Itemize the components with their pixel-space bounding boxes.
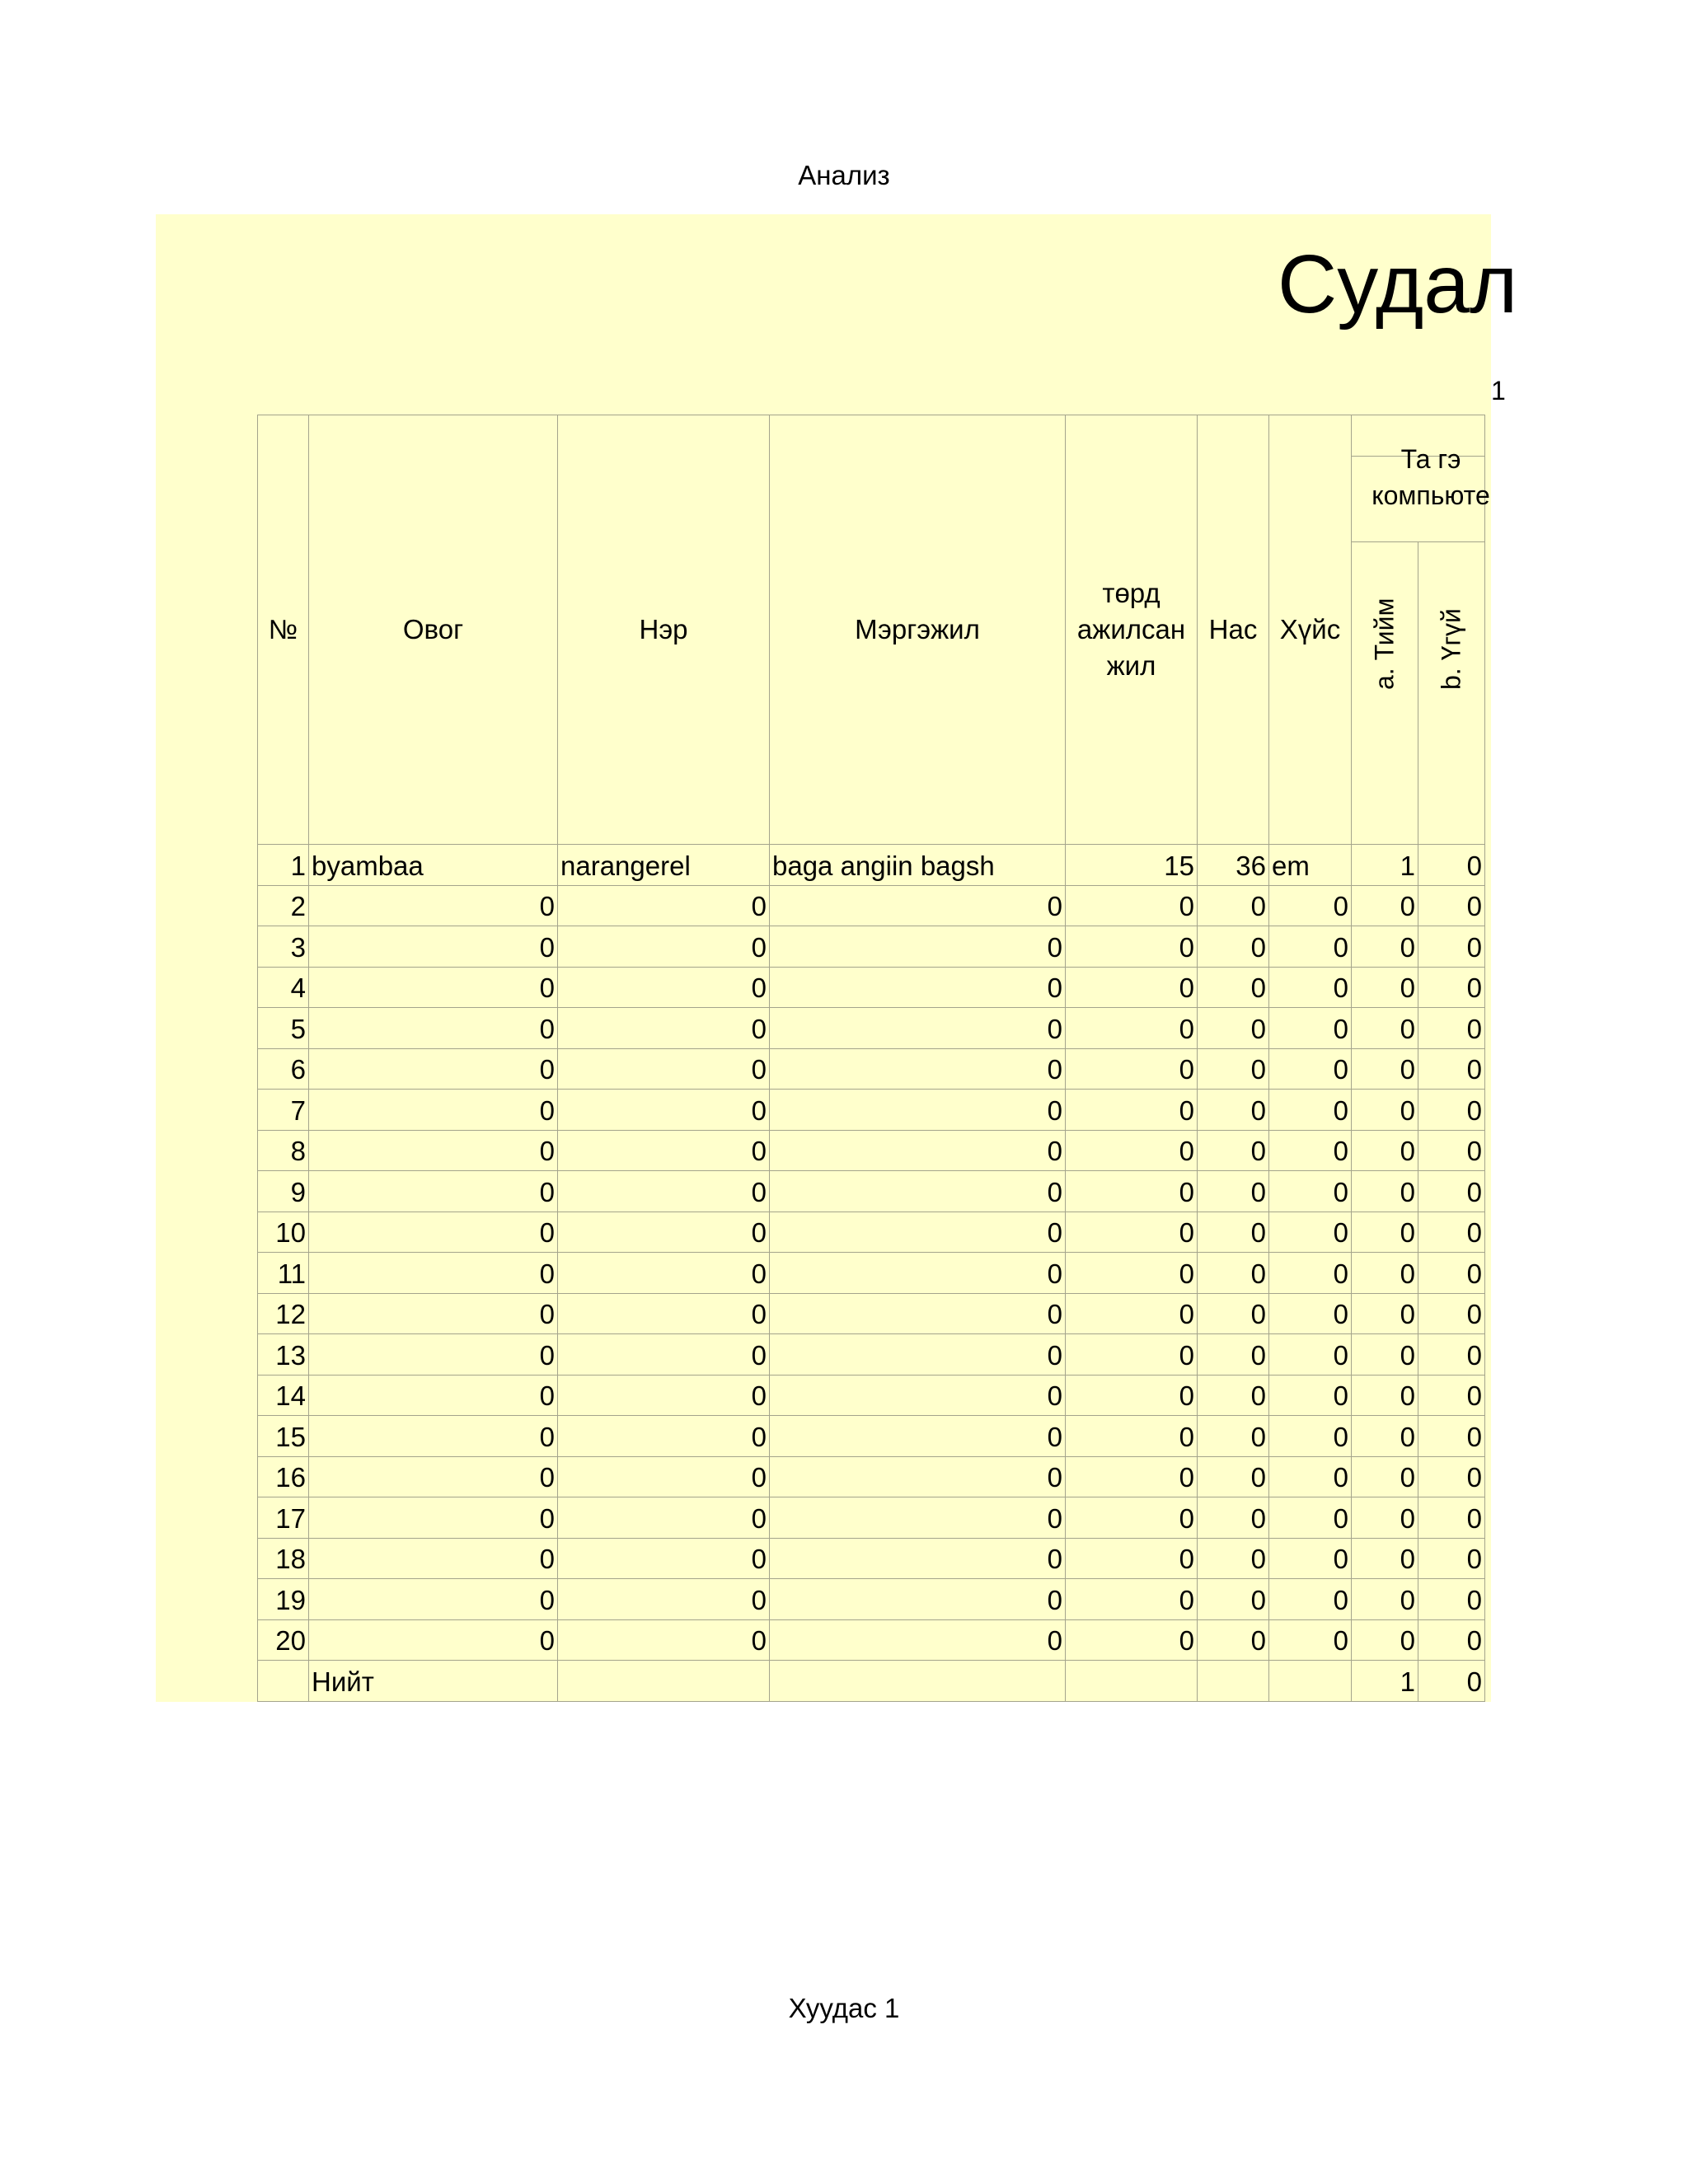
data-table	[257, 415, 1485, 1702]
table-cell[interactable]: 0	[558, 967, 770, 1008]
table-cell[interactable]: 0	[1269, 1619, 1352, 1661]
table-cell[interactable]: 0	[770, 1008, 1066, 1049]
table-cell[interactable]: 0	[309, 1048, 558, 1090]
table-cell[interactable]: 0	[770, 885, 1066, 926]
table-cell[interactable]: 9	[258, 1171, 309, 1212]
table-cell[interactable]: 0	[309, 1130, 558, 1171]
table-cell[interactable]: 0	[309, 1456, 558, 1497]
table-cell[interactable]: 0	[558, 1130, 770, 1171]
table-cell[interactable]: 0	[1269, 1171, 1352, 1212]
table-cell[interactable]: 8	[258, 1130, 309, 1171]
table-row	[258, 1171, 1485, 1212]
table-cell[interactable]: 0	[1269, 1212, 1352, 1253]
table-cell[interactable]: 17	[258, 1497, 309, 1539]
table-cell[interactable]: baga angiin bagsh	[770, 845, 1066, 886]
table-cell[interactable]: 0	[558, 1212, 770, 1253]
table-row	[258, 1253, 1485, 1294]
table-cell[interactable]: 0	[309, 1375, 558, 1416]
table-cell[interactable]	[258, 1661, 309, 1702]
table-row	[258, 1619, 1485, 1661]
table-cell[interactable]: 0	[1066, 1171, 1198, 1212]
table-cell[interactable]	[1269, 1661, 1352, 1702]
table-cell[interactable]: 0	[309, 1293, 558, 1334]
table-cell[interactable]: 0	[1418, 1090, 1485, 1131]
table-cell[interactable]: 0	[1269, 1538, 1352, 1579]
question-group-number: 1	[1491, 376, 1506, 405]
table-cell[interactable]: 0	[770, 1253, 1066, 1294]
table-cell[interactable]: 0	[1352, 1048, 1418, 1090]
table-cell[interactable]: 0	[1352, 1456, 1418, 1497]
table-cell[interactable]: 5	[258, 1008, 309, 1049]
table-cell[interactable]: 0	[1352, 1130, 1418, 1171]
table-cell[interactable]: 0	[1352, 1334, 1418, 1376]
table-cell[interactable]: 0	[1418, 1212, 1485, 1253]
table-cell[interactable]: 0	[1066, 1130, 1198, 1171]
table-cell[interactable]: 3	[258, 926, 309, 968]
sheet-title: Судал	[1278, 238, 1518, 330]
table-cell[interactable]: 0	[1352, 1416, 1418, 1457]
col-header-age: Нас	[1198, 415, 1269, 845]
table-cell[interactable]: 0	[1269, 1253, 1352, 1294]
col-header-name: Нэр	[558, 415, 770, 845]
table-cell[interactable]: 0	[558, 885, 770, 926]
table-cell[interactable]: 6	[258, 1048, 309, 1090]
table-cell[interactable]: 0	[770, 1212, 1066, 1253]
table-cell[interactable]: 0	[558, 1008, 770, 1049]
table-cell[interactable]: 0	[1066, 1090, 1198, 1131]
table-cell[interactable]: 0	[1418, 1416, 1485, 1457]
table-cell[interactable]: 0	[1418, 1375, 1485, 1416]
col-header-years-worked: төрд ажилсан жил	[1066, 415, 1198, 845]
table-cell[interactable]: 36	[1198, 845, 1269, 886]
table-row	[258, 926, 1485, 968]
table-cell[interactable]: 0	[1418, 1048, 1485, 1090]
table-cell[interactable]: 0	[1198, 1212, 1269, 1253]
table-cell[interactable]: 14	[258, 1375, 309, 1416]
table-cell[interactable]: 0	[1418, 1334, 1485, 1376]
table-cell[interactable]: 0	[1418, 845, 1485, 886]
table-cell[interactable]: 0	[1066, 926, 1198, 968]
table-cell[interactable]: 0	[558, 1048, 770, 1090]
table-cell[interactable]: 0	[558, 1090, 770, 1131]
table-cell[interactable]: 0	[1066, 1293, 1198, 1334]
table-cell[interactable]: 0	[1418, 926, 1485, 968]
table-cell[interactable]: 2	[258, 885, 309, 926]
table-cell[interactable]: 0	[1198, 1579, 1269, 1620]
table-row	[258, 1538, 1485, 1579]
table-cell[interactable]: 16	[258, 1456, 309, 1497]
total-value[interactable]: 1	[1352, 1661, 1418, 1702]
table-cell[interactable]: 12	[258, 1293, 309, 1334]
table-cell[interactable]: em	[1269, 845, 1352, 886]
table-cell[interactable]: 0	[1198, 1293, 1269, 1334]
table-cell[interactable]: 0	[1066, 967, 1198, 1008]
table-cell[interactable]: 0	[1352, 1212, 1418, 1253]
table-cell[interactable]: 0	[770, 1090, 1066, 1131]
table-cell[interactable]: 0	[1352, 1008, 1418, 1049]
table-cell[interactable]: 0	[1066, 1334, 1198, 1376]
table-row	[258, 1212, 1485, 1253]
option-label-a: a. Тийм	[1369, 598, 1400, 690]
table-row	[258, 1008, 1485, 1049]
option-header-a	[1352, 542, 1418, 845]
table-cell[interactable]: 0	[1198, 1416, 1269, 1457]
table-row	[258, 1416, 1485, 1457]
table-cell[interactable]: 11	[258, 1253, 309, 1294]
table-cell[interactable]: 0	[1198, 1090, 1269, 1131]
table-cell[interactable]	[1198, 1661, 1269, 1702]
table-row	[258, 1130, 1485, 1171]
table-cell[interactable]: narangerel	[558, 845, 770, 886]
table-cell[interactable]: 0	[1198, 967, 1269, 1008]
table-cell[interactable]: 0	[1352, 967, 1418, 1008]
table-cell[interactable]: 0	[1066, 885, 1198, 926]
table-cell[interactable]: 0	[558, 1579, 770, 1620]
table-cell[interactable]: 0	[309, 1253, 558, 1294]
table-cell[interactable]: 0	[1198, 1253, 1269, 1294]
table-cell[interactable]: 0	[1198, 1048, 1269, 1090]
table-cell[interactable]: 15	[258, 1416, 309, 1457]
table-cell[interactable]: 0	[558, 1416, 770, 1457]
table-cell[interactable]: byambaa	[309, 845, 558, 886]
table-cell[interactable]: 0	[1418, 1497, 1485, 1539]
table-row	[258, 1375, 1485, 1416]
table-cell[interactable]: 0	[1269, 926, 1352, 968]
col-header-gender: Хүйс	[1269, 415, 1352, 845]
table-cell[interactable]: 0	[1418, 1538, 1485, 1579]
table-cell[interactable]: 0	[309, 926, 558, 968]
table-cell[interactable]: 0	[558, 1253, 770, 1294]
table-cell[interactable]: 0	[1066, 1008, 1198, 1049]
table-row	[258, 1090, 1485, 1131]
total-label[interactable]: Нийт	[309, 1661, 558, 1702]
table-cell[interactable]: 0	[1418, 1619, 1485, 1661]
table-cell[interactable]: 0	[309, 967, 558, 1008]
table-cell[interactable]: 0	[1269, 1130, 1352, 1171]
table-cell[interactable]: 0	[558, 1619, 770, 1661]
table-cell[interactable]: 0	[1269, 967, 1352, 1008]
table-row	[258, 1579, 1485, 1620]
table-cell[interactable]: 0	[1418, 1293, 1485, 1334]
table-cell[interactable]: 4	[258, 967, 309, 1008]
table-cell[interactable]: 0	[1269, 1456, 1352, 1497]
option-header-b	[1418, 542, 1485, 845]
table-cell[interactable]: 0	[1269, 1375, 1352, 1416]
table-cell[interactable]: 0	[1352, 1171, 1418, 1212]
table-cell[interactable]: 0	[1352, 1579, 1418, 1620]
table-cell[interactable]: 0	[770, 1497, 1066, 1539]
table-cell[interactable]: 19	[258, 1579, 309, 1620]
table-cell[interactable]: 0	[309, 1090, 558, 1131]
table-cell[interactable]: 0	[558, 1334, 770, 1376]
table-cell[interactable]: 0	[770, 1416, 1066, 1457]
table-cell[interactable]: 0	[558, 1171, 770, 1212]
total-row	[258, 1661, 1485, 1702]
table-cell[interactable]: 0	[1269, 1497, 1352, 1539]
table-cell[interactable]: 0	[558, 1456, 770, 1497]
table-cell[interactable]: 0	[1352, 1253, 1418, 1294]
table-cell[interactable]: 0	[1269, 885, 1352, 926]
table-cell[interactable]: 0	[1418, 1579, 1485, 1620]
table-cell[interactable]: 0	[1198, 926, 1269, 968]
table-cell[interactable]: 0	[1269, 1048, 1352, 1090]
table-cell[interactable]: 0	[1269, 1579, 1352, 1620]
table-row	[258, 1497, 1485, 1539]
table-cell[interactable]: 0	[1198, 1456, 1269, 1497]
total-value[interactable]: 0	[1418, 1661, 1485, 1702]
page-header: Анализ	[798, 160, 890, 190]
table-cell[interactable]: 0	[1198, 1375, 1269, 1416]
table-cell[interactable]: 0	[770, 1293, 1066, 1334]
table-cell[interactable]: 0	[1418, 967, 1485, 1008]
table-cell[interactable]: 0	[1418, 1130, 1485, 1171]
table-cell[interactable]: 0	[558, 1293, 770, 1334]
table-row	[258, 1334, 1485, 1376]
table-cell[interactable]: 0	[1269, 1008, 1352, 1049]
table-row	[258, 967, 1485, 1008]
table-cell[interactable]: 0	[1198, 1334, 1269, 1376]
table-cell[interactable]: 15	[1066, 845, 1198, 886]
table-cell[interactable]: 7	[258, 1090, 309, 1131]
table-cell[interactable]: 1	[1352, 845, 1418, 886]
table-cell[interactable]: 0	[1352, 1619, 1418, 1661]
col-header-surname: Овог	[309, 415, 558, 845]
table-cell[interactable]: 0	[1066, 1456, 1198, 1497]
table-cell[interactable]: 0	[309, 1008, 558, 1049]
table-cell[interactable]: 0	[1352, 1497, 1418, 1539]
table-cell[interactable]: 0	[1198, 1171, 1269, 1212]
table-cell[interactable]: 0	[770, 967, 1066, 1008]
table-cell[interactable]: 0	[1198, 1130, 1269, 1171]
table-cell[interactable]: 0	[1418, 1456, 1485, 1497]
table-cell[interactable]: 0	[1198, 1008, 1269, 1049]
table-cell[interactable]: 0	[1066, 1375, 1198, 1416]
table-cell[interactable]: 0	[770, 1619, 1066, 1661]
table-cell[interactable]: 0	[1066, 1416, 1198, 1457]
option-label-b: b. Үгүй	[1436, 608, 1466, 690]
table-cell[interactable]: 10	[258, 1212, 309, 1253]
table-cell[interactable]	[558, 1661, 770, 1702]
table-cell[interactable]: 0	[309, 1212, 558, 1253]
table-cell[interactable]: 0	[309, 1497, 558, 1539]
table-cell[interactable]: 0	[309, 1334, 558, 1376]
table-cell[interactable]: 0	[309, 1538, 558, 1579]
table-cell[interactable]: 0	[1352, 1375, 1418, 1416]
table-cell[interactable]: 1	[258, 845, 309, 886]
table-cell[interactable]: 0	[1066, 1579, 1198, 1620]
table-cell[interactable]: 0	[1198, 1538, 1269, 1579]
table-cell[interactable]: 0	[1418, 1253, 1485, 1294]
table-cell[interactable]: 0	[1269, 1293, 1352, 1334]
table-cell[interactable]: 0	[1352, 926, 1418, 968]
table-cell[interactable]: 18	[258, 1538, 309, 1579]
table-cell[interactable]: 0	[558, 926, 770, 968]
table-cell[interactable]: 0	[1418, 1171, 1485, 1212]
question-text-content: Та гэ компьюте	[1372, 444, 1490, 510]
table-cell[interactable]: 20	[258, 1619, 309, 1661]
table-cell[interactable]: 0	[558, 1375, 770, 1416]
page-footer: Хуудас 1	[788, 1993, 900, 2023]
table-cell[interactable]: 0	[1352, 1090, 1418, 1131]
table-cell[interactable]: 0	[309, 1619, 558, 1661]
table-cell[interactable]: 0	[558, 1538, 770, 1579]
table-cell[interactable]: 0	[770, 1130, 1066, 1171]
spreadsheet-area	[156, 214, 1518, 1702]
table-cell[interactable]: 13	[258, 1334, 309, 1376]
table-cell[interactable]: 0	[1418, 885, 1485, 926]
table-cell[interactable]: 0	[309, 1171, 558, 1212]
table-cell[interactable]: 0	[1198, 1619, 1269, 1661]
table-cell[interactable]: 0	[1198, 885, 1269, 926]
table-cell[interactable]: 0	[770, 1334, 1066, 1376]
table-cell[interactable]: 0	[770, 1456, 1066, 1497]
table-cell[interactable]: 0	[1269, 1090, 1352, 1131]
table-cell[interactable]: 0	[1066, 1253, 1198, 1294]
table-cell[interactable]: 0	[1066, 1497, 1198, 1539]
table-cell[interactable]: 0	[1269, 1334, 1352, 1376]
table-cell[interactable]	[770, 1661, 1066, 1702]
table-cell[interactable]: 0	[770, 926, 1066, 968]
table-cell[interactable]: 0	[1066, 1619, 1198, 1661]
table-row	[258, 885, 1485, 926]
table-cell[interactable]: 0	[1352, 1293, 1418, 1334]
table-cell[interactable]: 0	[770, 1579, 1066, 1620]
question-text	[1369, 441, 1493, 513]
table-cell[interactable]: 0	[1418, 1008, 1485, 1049]
table-cell[interactable]: 0	[558, 1497, 770, 1539]
table-cell[interactable]: 0	[309, 1579, 558, 1620]
table-cell[interactable]	[1066, 1661, 1198, 1702]
table-row	[258, 1048, 1485, 1090]
table-row	[258, 845, 1485, 886]
table-cell[interactable]: 0	[1269, 1416, 1352, 1457]
table-row	[258, 1293, 1485, 1334]
table-cell[interactable]: 0	[770, 1538, 1066, 1579]
table-cell[interactable]: 0	[309, 885, 558, 926]
table-cell[interactable]: 0	[1066, 1538, 1198, 1579]
table-cell[interactable]: 0	[1066, 1048, 1198, 1090]
table-cell[interactable]: 0	[1352, 1538, 1418, 1579]
table-row	[258, 1456, 1485, 1497]
table-cell[interactable]: 0	[1352, 885, 1418, 926]
col-header-profession: Мэргэжил	[770, 415, 1066, 845]
table-cell[interactable]: 0	[770, 1171, 1066, 1212]
table-cell[interactable]: 0	[309, 1416, 558, 1457]
table-cell[interactable]: 0	[1198, 1497, 1269, 1539]
col-header-no: №	[258, 415, 309, 845]
table-cell[interactable]: 0	[770, 1048, 1066, 1090]
table-cell[interactable]: 0	[770, 1375, 1066, 1416]
table-cell[interactable]: 0	[1066, 1212, 1198, 1253]
